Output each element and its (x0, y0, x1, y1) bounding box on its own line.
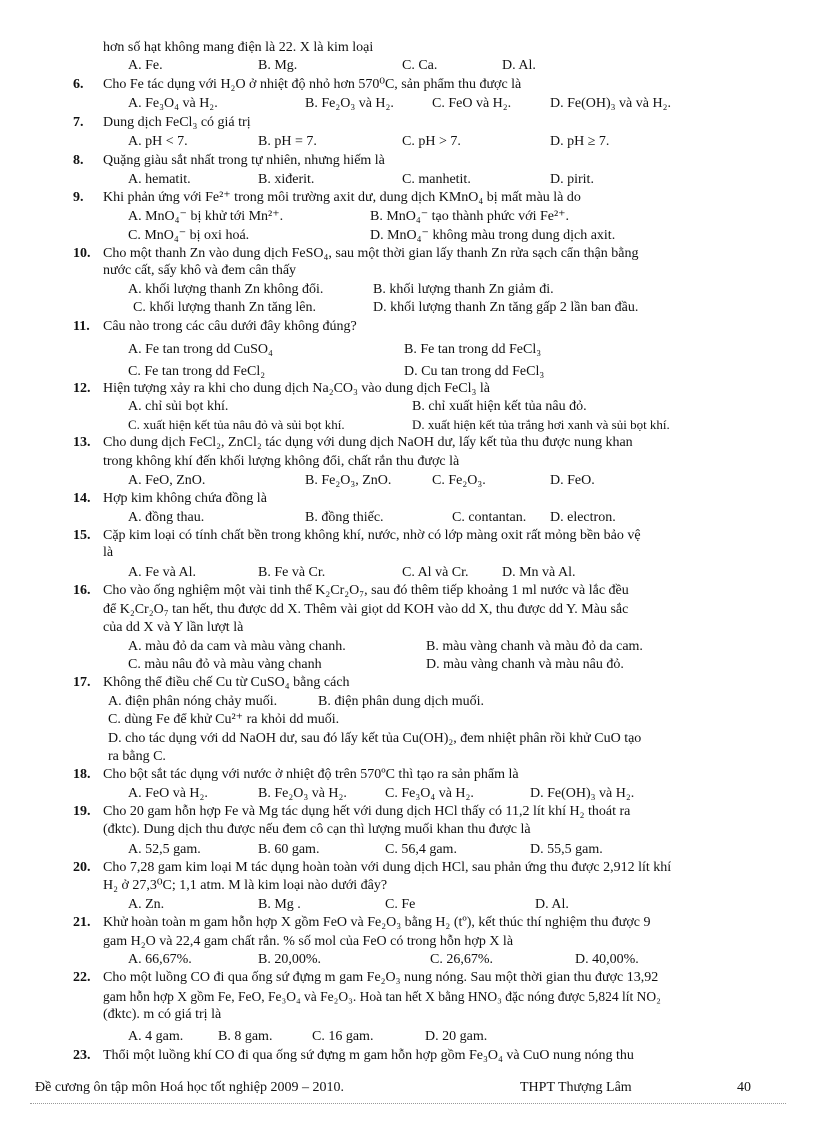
option-a: A. Fe tan trong dd CuSO₄ (128, 342, 273, 357)
footer-school: THPT Thượng Lâm (520, 1080, 632, 1095)
option-d: D. Al. (502, 58, 536, 73)
option-b: B. Fe tan trong dd FeCl₃ (404, 342, 542, 357)
option-c: C. Fe₃O₄ và H₂. (385, 786, 474, 801)
question-number: 11. (73, 319, 90, 334)
question-number: 8. (73, 153, 84, 168)
option-d: D. cho tác dụng với dd NaOH dư, sau đó lấy kết tủa Cu(OH)₂, đem nhiệt phân rồi khử CuO tạo (108, 731, 642, 746)
question-text: Câu nào trong các câu dưới đây không đúng? (103, 319, 357, 334)
question-number: 14. (73, 491, 91, 506)
option-d-cont: ra bằng C. (108, 749, 166, 764)
option-b: B. đồng thiếc. (305, 510, 384, 525)
option-a: A. Fe. (128, 58, 163, 73)
question-text: Dung dịch FeCl₃ có giá trị (103, 115, 251, 130)
option-a: A. đồng thau. (128, 510, 205, 525)
option-d: D. Mn và Al. (502, 565, 576, 580)
question-number: 23. (73, 1048, 91, 1063)
option-d: D. khối lượng thanh Zn tăng gấp 2 lần ban đầu. (373, 300, 639, 315)
page-number: 40 (737, 1080, 751, 1095)
option-c: C. Fe tan trong dd FeCl₂ (128, 364, 266, 379)
option-d: D. pirit. (550, 172, 594, 187)
question-continuation: hơn số hạt không mang điện là 22. X là kim loại (103, 40, 374, 55)
question-text: để K₂Cr₂O₇ tan hết, thu được dd X. Thêm vài giọt dd KOH vào dd X, thu được dd Y. Màu sắc (103, 602, 629, 617)
option-c: C. xuất hiện kết tủa nâu đỏ và sủi bọt khí. (128, 417, 345, 432)
option-c: C. FeO và H₂. (432, 96, 512, 111)
option-a: A. 66,67%. (128, 952, 192, 967)
option-d: D. Cu tan trong dd FeCl₃ (404, 364, 545, 379)
question-text: (đktc). m có giá trị là (103, 1007, 222, 1022)
option-c: C. contantan. (452, 510, 527, 525)
option-c: C. MnO₄⁻ bị oxi hoá. (128, 228, 250, 243)
option-c: C. pH > 7. (402, 134, 461, 149)
footer-title: Đề cương ôn tập môn Hoá học tốt nghiệp 2009 – 2010. (35, 1080, 344, 1095)
question-text: Cho một thanh Zn vào dung dịch FeSO₄, sau một thời gian lấy thanh Zn rửa sạch cẩn thận bằng (103, 246, 639, 261)
question-number: 17. (73, 675, 91, 690)
option-b: B. điện phân dung dịch muối. (318, 694, 485, 709)
option-b: B. chỉ xuất hiện kết tủa nâu đỏ. (412, 399, 587, 414)
question-text: Cho dung dịch FeCl₂, ZnCl₂ tác dụng với dung dịch NaOH dư, lấy kết tủa thu được nung khan (103, 435, 633, 450)
question-text: gam hỗn hợp X gồm Fe, FeO, Fe₃O₄ và Fe₂O₃. Hoà tan hết X bằng HNO₃ đặc nóng được 5,824 lít NO₂ (103, 989, 661, 1004)
option-c: C. 26,67%. (430, 952, 493, 967)
question-number: 18. (73, 767, 91, 782)
option-a: A. FeO và H₂. (128, 786, 208, 801)
option-a: A. Zn. (128, 897, 165, 912)
question-text: Cho 20 gam hỗn hợp Fe và Mg tác dụng hết với dung dịch HCl thấy có 11,2 lít khí H₂ thoát ra (103, 804, 631, 819)
option-b: B. pH = 7. (258, 134, 317, 149)
option-a: A. hematit. (128, 172, 191, 187)
option-d: D. Fe(OH)₃ và H₂. (530, 786, 635, 801)
option-b: B. xiđerit. (258, 172, 315, 187)
question-number: 22. (73, 970, 91, 985)
option-c: C. Ca. (402, 58, 438, 73)
question-text: Cho Fe tác dụng với H₂O ở nhiệt độ nhỏ hơn 570⁰C, sản phẩm thu được là (103, 77, 522, 92)
option-b: B. Fe và Cr. (258, 565, 326, 580)
option-b: B. màu vàng chanh và màu đỏ da cam. (426, 639, 643, 654)
option-b: B. Mg . (258, 897, 301, 912)
question-number: 13. (73, 435, 91, 450)
option-d: D. electron. (550, 510, 616, 525)
question-text: Khi phản ứng với Fe²⁺ trong môi trường axit dư, dung dịch KMnO₄ bị mất màu là do (103, 190, 581, 205)
option-c: C. Fe (385, 897, 416, 912)
question-text: Hợp kim không chứa đồng là (103, 491, 267, 506)
option-d: D. xuất hiện kết tủa trắng hơi xanh và sủi bọt khí. (412, 417, 670, 432)
question-text: là (103, 545, 114, 560)
option-b: B. Fe₂O₃ và H₂. (258, 786, 347, 801)
option-c: C. dùng Fe để khử Cu²⁺ ra khỏi dd muối. (108, 712, 340, 727)
option-b: B. Fe₂O₃ và H₂. (305, 96, 394, 111)
option-c: C. manhetit. (402, 172, 471, 187)
question-number: 19. (73, 804, 91, 819)
option-d: D. 40,00%. (575, 952, 639, 967)
option-d: D. Al. (535, 897, 569, 912)
option-b: B. 20,00%. (258, 952, 321, 967)
question-text: Cho bột sắt tác dụng với nước ở nhiệt độ trên 570ºC thì tạo ra sản phẩm là (103, 767, 519, 782)
question-number: 12. (73, 381, 91, 396)
option-c: C. Al và Cr. (402, 565, 469, 580)
question-text: Thổi một luồng khí CO đi qua ống sứ đựng m gam hỗn hợp gồm Fe₃O₄ và CuO nung nóng thu (103, 1048, 634, 1063)
question-number: 6. (73, 77, 84, 92)
option-d: D. FeO. (550, 473, 595, 488)
option-d: D. Fe(OH)₃ và và H₂. (550, 96, 671, 111)
question-number: 10. (73, 246, 91, 261)
option-a: A. 52,5 gam. (128, 842, 201, 857)
option-a: A. MnO₄⁻ bị khử tới Mn²⁺. (128, 209, 284, 224)
option-a: A. màu đỏ da cam và màu vàng chanh. (128, 639, 346, 654)
option-c: C. 16 gam. (312, 1029, 374, 1044)
option-b: B. 8 gam. (218, 1029, 273, 1044)
question-text: Không thể điều chế Cu từ CuSO₄ bằng cách (103, 675, 350, 690)
question-number: 7. (73, 115, 84, 130)
question-text: Khử hoàn toàn m gam hỗn hợp X gồm FeO và Fe₂O₃ bằng H₂ (tº), kết thúc thí nghiệm thu được 9 (103, 915, 651, 930)
option-c: C. 56,4 gam. (385, 842, 457, 857)
question-text: gam H₂O và 22,4 gam chất rắn. % số mol của FeO có trong hỗn hợp X là (103, 934, 514, 949)
option-d: D. 20 gam. (425, 1029, 488, 1044)
option-a: A. chỉ sủi bọt khí. (128, 399, 229, 414)
question-number: 9. (73, 190, 84, 205)
question-text: Hiện tượng xảy ra khi cho dung dịch Na₂CO₃ vào dung dịch FeCl₃ là (103, 381, 490, 396)
option-b: B. 60 gam. (258, 842, 320, 857)
option-a: A. pH < 7. (128, 134, 188, 149)
option-a: A. Fe₃O₄ và H₂. (128, 96, 218, 111)
footer-divider (30, 1103, 786, 1104)
question-number: 16. (73, 583, 91, 598)
question-text: H₂ ở 27,3⁰C; 1,1 atm. M là kim loại nào dưới đây? (103, 878, 388, 893)
option-a: A. 4 gam. (128, 1029, 184, 1044)
question-text: nước cất, sấy khô và đem cân thấy (103, 263, 297, 278)
question-text: Cho vào ống nghiệm một vài tinh thể K₂Cr₂O₇, sau đó thêm tiếp khoảng 1 ml nước và lắc đều (103, 583, 629, 598)
option-a: A. khối lượng thanh Zn không đổi. (128, 282, 324, 297)
option-b: B. Fe₂O₃, ZnO. (305, 473, 392, 488)
option-b: B. khối lượng thanh Zn giảm đi. (373, 282, 554, 297)
question-text: (đktc). Dung dịch thu được nếu đem cô cạn thì lượng muối khan thu được là (103, 822, 531, 837)
question-text: trong không khí đến khối lượng không đổi, chất rắn thu được là (103, 454, 460, 469)
option-d: D. 55,5 gam. (530, 842, 603, 857)
question-text: Quặng giàu sắt nhất trong tự nhiên, nhưng hiếm là (103, 153, 385, 168)
option-a: A. Fe và Al. (128, 565, 197, 580)
option-a: A. FeO, ZnO. (128, 473, 206, 488)
question-number: 21. (73, 915, 91, 930)
question-number: 15. (73, 528, 91, 543)
option-c: C. khối lượng thanh Zn tăng lên. (133, 300, 316, 315)
option-a: A. điện phân nóng chảy muối. (108, 694, 278, 709)
question-number: 20. (73, 860, 91, 875)
question-text: của dd X và Y lần lượt là (103, 620, 244, 635)
question-text: Cho 7,28 gam kim loại M tác dụng hoàn toàn với dung dịch HCl, sau phản ứng thu được 2,912 lít khí (103, 860, 672, 875)
option-b: B. MnO₄⁻ tạo thành phức với Fe²⁺. (370, 209, 570, 224)
question-text: Cặp kim loại có tính chất bền trong không khí, nước, nhờ có lớp màng oxit rất mỏng bền bảo vệ (103, 528, 641, 543)
question-text: Cho một luồng CO đi qua ống sứ đựng m gam Fe₂O₃ nung nóng. Sau một thời gian thu được 13,92 (103, 970, 659, 985)
option-d: D. pH ≥ 7. (550, 134, 610, 149)
option-b: B. Mg. (258, 58, 298, 73)
option-d: D. màu vàng chanh và màu nâu đỏ. (426, 657, 624, 672)
option-c: C. Fe₂O₃. (432, 473, 486, 488)
option-c: C. màu nâu đỏ và màu vàng chanh (128, 657, 322, 672)
option-d: D. MnO₄⁻ không màu trong dung dịch axit. (370, 228, 616, 243)
